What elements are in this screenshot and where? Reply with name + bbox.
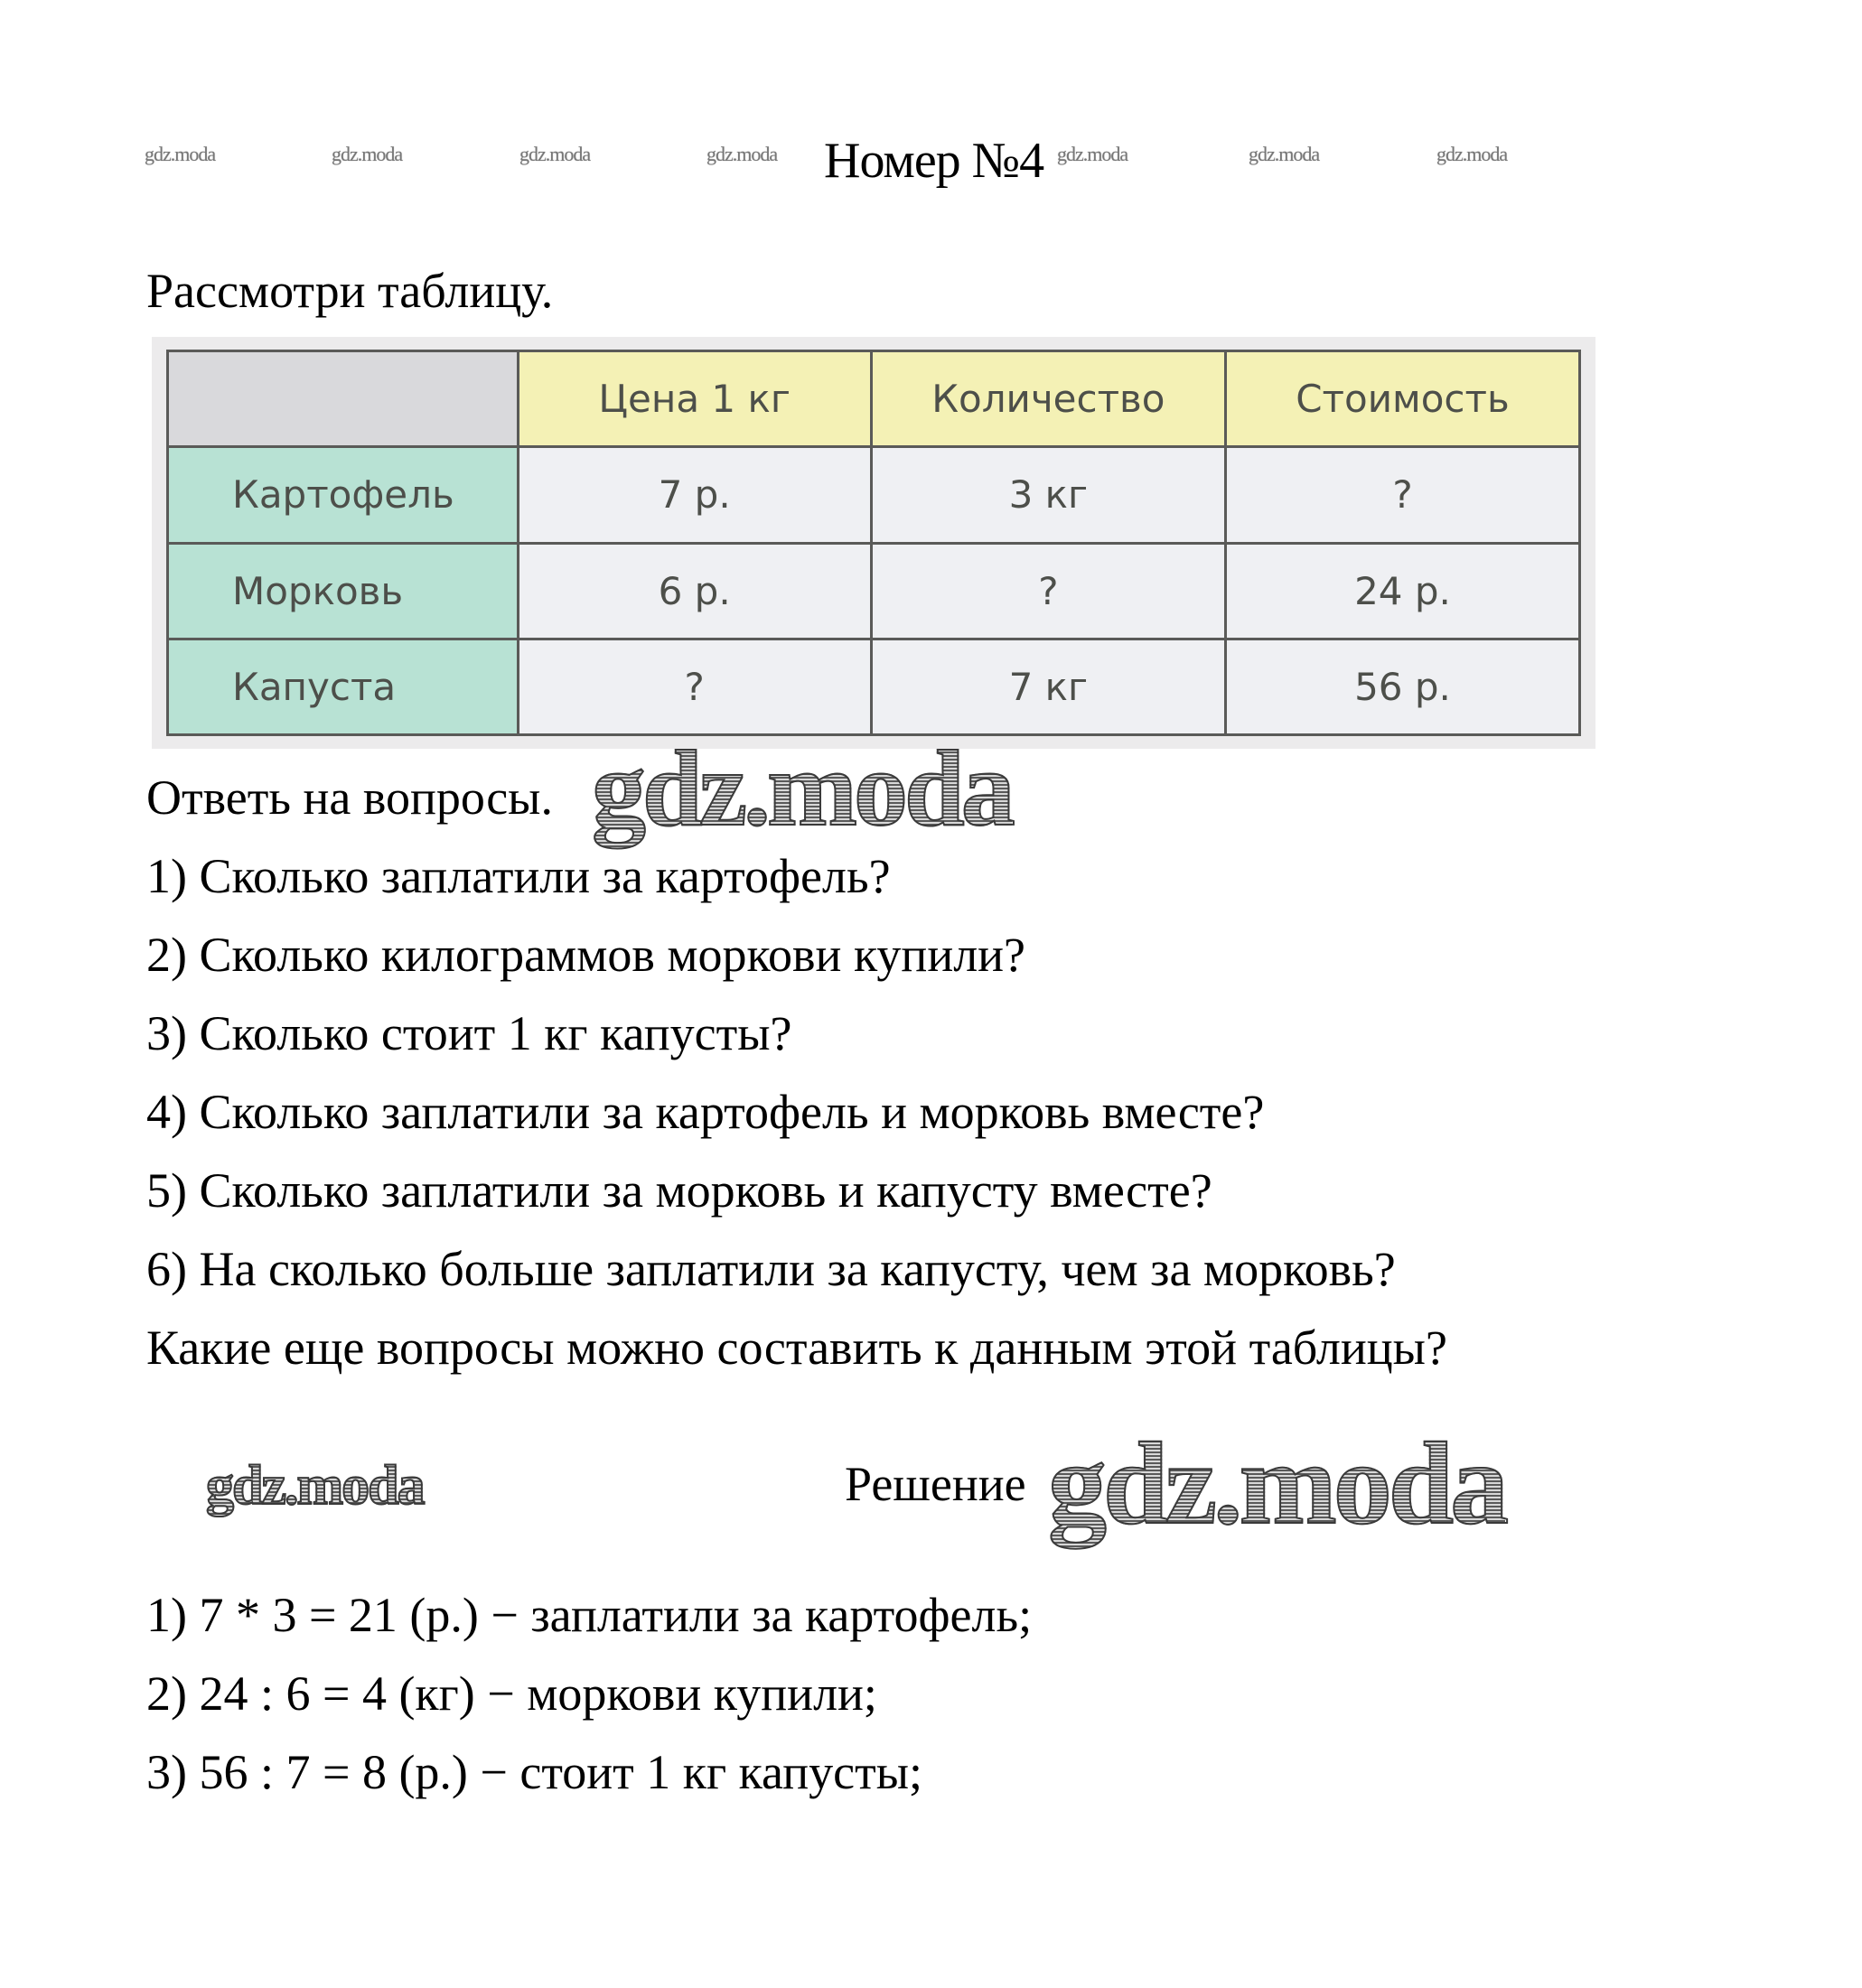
question-item: 3) Сколько стоит 1 кг капусты? — [146, 1006, 792, 1060]
table-row — [168, 543, 1580, 639]
cost-cell: 56 р. — [1225, 639, 1579, 734]
watermark: gdz.moda — [706, 143, 778, 165]
question-item: 2) Сколько килограммов моркови купили? — [146, 928, 1026, 982]
question-item: 5) Сколько заплатили за морковь и капусту вместе? — [146, 1163, 1212, 1218]
watermark-large: gdz.moda — [592, 728, 1012, 848]
watermark: gdz.moda — [145, 143, 216, 165]
table-header-row — [168, 351, 1580, 447]
questions-lead: Ответь на вопросы. — [146, 770, 553, 825]
column-header-quantity: Количество — [871, 351, 1225, 447]
questions-followup: Какие еще вопросы можно составить к данным этой таблицы? — [146, 1321, 1447, 1375]
question-item: 6) На сколько больше заплатили за капусту, чем за морковь? — [146, 1242, 1396, 1296]
watermark: gdz.moda — [1057, 143, 1128, 165]
row-header: Морковь — [168, 543, 519, 639]
table-row — [168, 447, 1580, 543]
column-header-price: Цена 1 кг — [518, 351, 871, 447]
watermark: gdz.moda — [1249, 143, 1320, 165]
solution-heading: Решение — [845, 1457, 1026, 1511]
price-table-image — [152, 337, 1595, 749]
price-table — [166, 350, 1581, 736]
intro-text: Рассмотри таблицу. — [146, 264, 554, 318]
watermark-medium: gdz.moda — [206, 1450, 424, 1522]
question-item: 1) Сколько заплатили за картофель? — [146, 849, 891, 903]
price-cell: ? — [518, 639, 871, 734]
quantity-cell: ? — [871, 543, 1225, 639]
quantity-cell: 7 кг — [871, 639, 1225, 734]
watermark: gdz.moda — [1436, 143, 1508, 165]
solution-step: 1) 7 * 3 = 21 (р.) − заплатили за картофель; — [146, 1588, 1033, 1642]
quantity-cell: 3 кг — [871, 447, 1225, 543]
price-cell: 6 р. — [518, 543, 871, 639]
table-row — [168, 639, 1580, 734]
price-cell: 7 р. — [518, 447, 871, 543]
solution-step: 3) 56 : 7 = 8 (р.) − стоит 1 кг капусты; — [146, 1745, 923, 1799]
column-header-cost: Стоимость — [1225, 351, 1579, 447]
row-header: Картофель — [168, 447, 519, 543]
page-title: Номер №4 — [824, 133, 1044, 189]
solution-step: 2) 24 : 6 = 4 (кг) − моркови купили; — [146, 1666, 877, 1721]
watermark: gdz.moda — [519, 143, 591, 165]
table-corner-cell — [168, 351, 519, 447]
question-item: 4) Сколько заплатили за картофель и морковь вместе? — [146, 1085, 1265, 1139]
watermark-large: gdz.moda — [1048, 1419, 1506, 1549]
cost-cell: 24 р. — [1225, 543, 1579, 639]
row-header: Капуста — [168, 639, 519, 734]
watermark: gdz.moda — [332, 143, 403, 165]
cost-cell: ? — [1225, 447, 1579, 543]
